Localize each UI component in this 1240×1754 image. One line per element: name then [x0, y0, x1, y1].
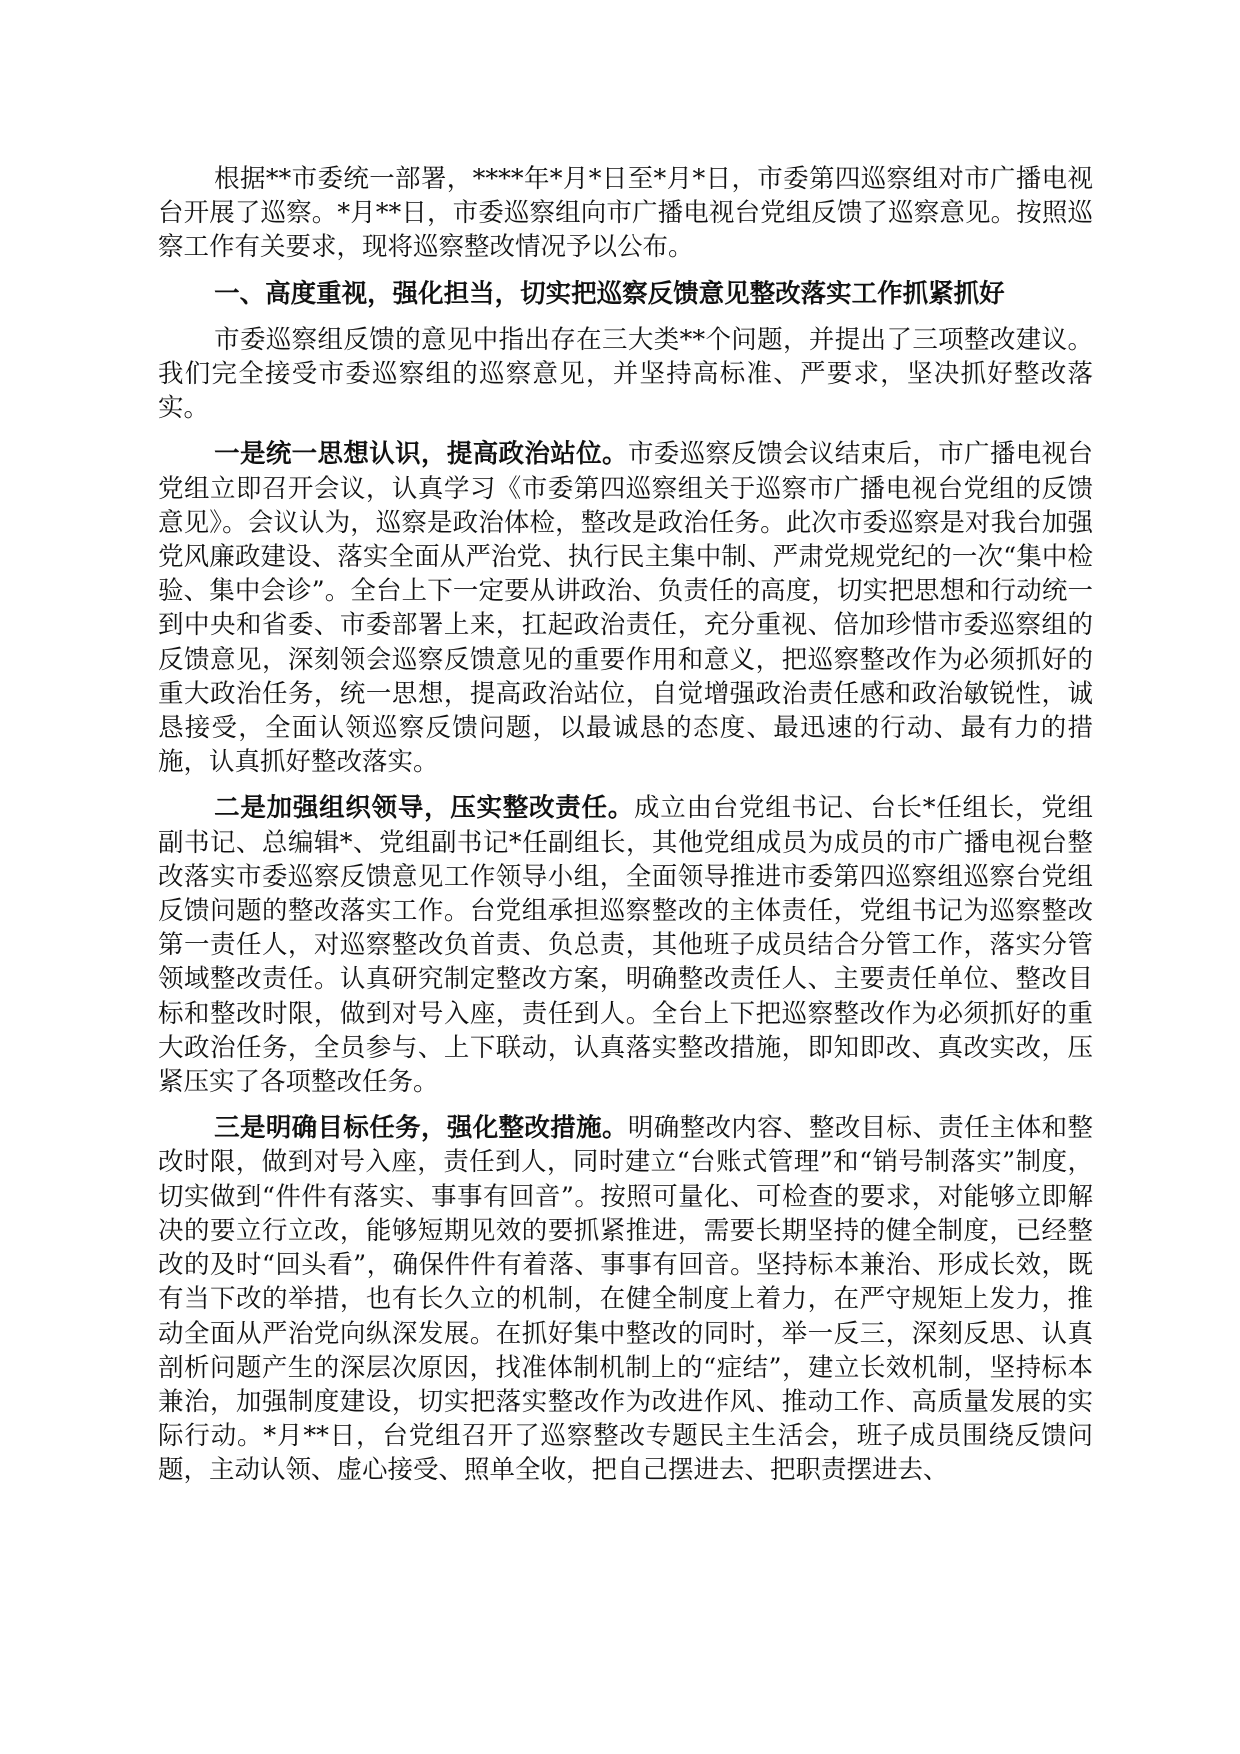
item-lead: 三是明确目标任务，强化整改措施。	[214, 1113, 628, 1144]
item-body: 明确整改内容、整改目标、责任主体和整改时限，做到对号入座，责任到人，同时建立“台账式管理”和“销号制落实”制度，切实做到“件件有落实、事事有回音”。按照可量化、可检查的要求，对能够立即解决的要立行立改，能够短期见效的要抓紧推进，需要长期坚持的健全制度，已经整改的及时“回头看”，确保件件有着落、事事有回音。坚持标本兼治、形成长效，既有当下改的举措，也有长久立的机制，在健全制度上着力，在严守规矩上发力，推动全面从严治党向纵深发展。在抓好集中整改的同时，举一反三，深刻反思、认真剖析问题产生的深层次原因，找准体制机制上的“症结”，建立长效机制，坚持标本兼治，加强制度建设，切实把落实整改作为改进作风、推动工作、高质量发展的实际行动。*月**日，台党组召开了巡察整改专题民主生活会，班子成员围绕反馈问题，主动认领、虚心接受、照单全收，把自己摆进去、把职责摆进去、	[158, 1113, 1093, 1486]
item-paragraph-2	[158, 791, 1093, 1099]
section-heading: 一、高度重视，强化担当，切实把巡察反馈意见整改落实工作抓紧抓好	[214, 278, 1005, 309]
intro-paragraph: 根据**市委统一部署，****年*月*日至*月*日，市委第四巡察组对市广播电视台开展了巡察。*月**日，市委巡察组向市广播电视台党组反馈了巡察意见。按照巡察工作有关要求，现将巡察整改情况予以公布。	[158, 164, 1093, 263]
item-lead: 二是加强组织领导，压实整改责任。	[214, 793, 635, 824]
item-body: 市委巡察反馈会议结束后，市广播电视台党组立即召开会议，认真学习《市委第四巡察组关于巡察市广播电视台党组的反馈意见》。会议认为，巡察是政治体检，整改是政治任务。此次市委巡察是对我台加强党风廉政建设、落实全面从严治党、执行民主集中制、严肃党规党纪的一次“集中检验、集中会诊”。全台上下一定要从讲政治、负责任的高度，切实把思想和行动统一到中央和省委、市委部署上来，扛起政治责任，充分重视、倍加珍惜市委巡察组的反馈意见，深刻领会巡察反馈意见的重要作用和意义，把巡察整改作为必须抓好的重大政治任务，统一思想，提高政治站位，自觉增强政治责任感和政治敏锐性，诚恳接受，全面认领巡察反馈问题，以最诚恳的态度、最迅速的行动、最有力的措施，认真抓好整改落实。	[158, 439, 1093, 778]
document-page	[158, 162, 1093, 1500]
item-lead: 一是统一思想认识，提高政治站位。	[214, 439, 628, 470]
summary-paragraph: 市委巡察组反馈的意见中指出存在三大类**个问题，并提出了三项整改建议。我们完全接受市委巡察组的巡察意见，并坚持高标准、严要求，坚决抓好整改落实。	[158, 324, 1093, 424]
item-body: 成立由台党组书记、台长*任组长，党组副书记、总编辑*、党组副书记*任副组长，其他党组成员为成员的市广播电视台整改落实市委巡察反馈意见工作领导小组，全面领导推进市委第四巡察组巡察台党组反馈问题的整改落实工作。台党组承担巡察整改的主体责任，党组书记为巡察整改第一责任人，对巡察整改负首责、负总责，其他班子成员结合分管工作，落实分管领域整改责任。认真研究制定整改方案，明确整改责任人、主要责任单位、整改目标和整改时限，做到对号入座，责任到人。全台上下把巡察整改作为必须抓好的重大政治任务，全员参与、上下联动，认真落实整改措施，即知即改、真改实改，压紧压实了各项整改任务。	[158, 793, 1093, 1098]
item-paragraph-1	[158, 437, 1093, 779]
item-paragraph-3	[158, 1111, 1093, 1487]
